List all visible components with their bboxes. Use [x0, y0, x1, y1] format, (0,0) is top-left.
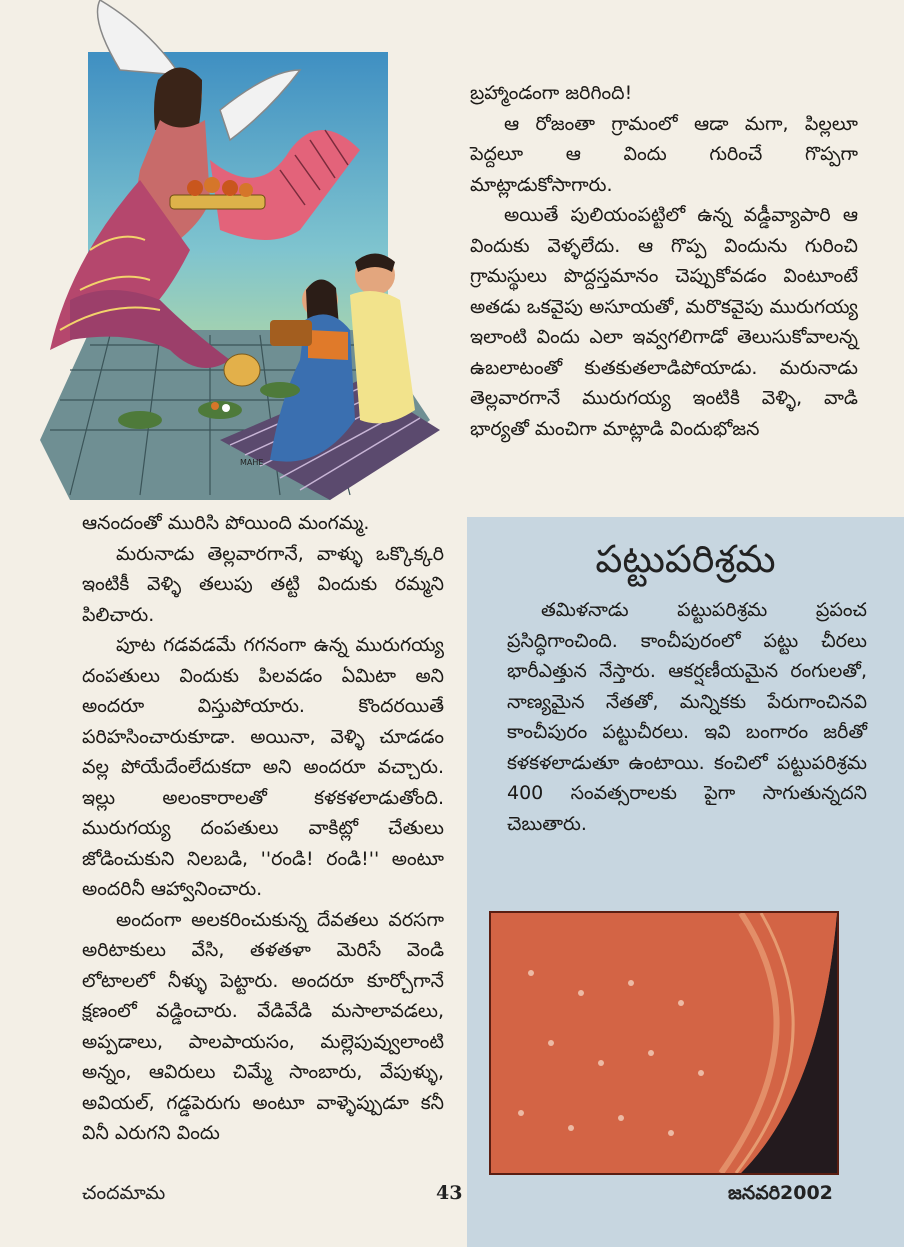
paragraph: అయితే పులియంపట్టిలో ఉన్న వడ్డీవ్యాపారి ఆ విందుకు వెళ్ళలేదు. ఆ గొప్ప విందును గురించి గ్రామస్థులు పొద్దస్తమానం చెప్పుకోవడం వింటూంటే అతడు ఒకవైపు అసూయతో, మరొకవైపు మురుగయ్య ఇలాంటి విందు ఎలా ఇవ్వగలిగాడో తెలుసుకోవాలన్న ఉబలాటంతో కుతకుతలాడిపోయాడు. మరునాడు తెల్లవారగానే మురుగయ్య ఇంటికి వెళ్ళి, వాడి భార్యతో మంచిగా మాట్లాడి విందుభోజన: [470, 204, 858, 440]
info-box-title: పట్టుపరిశ్రమ: [595, 537, 776, 581]
paragraph: పూట గడవడమే గగనంగా ఉన్న మురుగయ్య దంపతులు విందుకు పిలవడం ఏమిటా అని అందరూ విస్తుపోయారు. కొందరయితే పరిహసించారుకూడా. అయినా, వెళ్ళి చూడడం వల్ల పోయేదేంలేదుకదా అని అందరూ వచ్చారు. ఇల్లు అలంకారాలతో కళకళలాడుతోంది. మురుగయ్య దంపతులు వాకిట్లో చేతులు జోడించుకుని నిలబడి, ''రండి! రండి!'' అంటూ అందరినీ ఆహ్వానించారు.: [82, 634, 444, 900]
silk-saree-photo: [491, 913, 837, 1173]
paragraph: ఆనందంతో మురిసి పోయింది మంగమ్మ.: [82, 512, 370, 534]
story-text-right: [470, 78, 858, 444]
illustration-signature: MAHE: [240, 458, 264, 467]
footer-magazine-name: చందమామ: [82, 1182, 166, 1204]
story-illustration: [30, 0, 450, 505]
page-number: 43: [436, 1182, 463, 1204]
info-box-text: [507, 595, 867, 839]
paragraph: మరునాడు తెల్లవారగానే, వాళ్ళు ఒక్కొక్కరి ఇంటికీ వెళ్ళి తలుపు తట్టి విందుకు రమ్మని పిలిచారు.: [82, 542, 444, 626]
story-text-left: [82, 508, 444, 1149]
paragraph: బ్రహ్మాండంగా జరిగింది!: [470, 82, 633, 104]
footer-issue-date: జనవరి2002: [728, 1182, 833, 1204]
paragraph: అందంగా అలకరించుకున్న దేవతలు వరసగా అరిటాకులు వేసి, తళతళా మెరిసే వెండి లోటాలలో నీళ్ళు పెట్టారు. అందరూ కూర్చోగానే క్షణంలో వడ్డించారు. వేడివేడి మసాలావడలు, అప్పడాలు, పాలపాయసం, మల్లెపువ్వులాంటి అన్నం, ఆవిరులు చిమ్మే సాంబారు, వేపుళ్ళు, అవియల్, గడ్డపెరుగు అంటూ వాళ్ళెప్పుడూ కనీ వినీ ఎరుగని విందు: [82, 908, 444, 1144]
paragraph: ఆ రోజంతా గ్రామంలో ఆడా మగా, పిల్లలూ పెద్దలూ ఆ విందు గురించే గొప్పగా మాట్లాడుకోసాగారు.: [470, 112, 858, 196]
paragraph: తమిళనాడు పట్టుపరిశ్రమ ప్రపంచ ప్రసిద్ధిగాంచింది. కాంచీపురంలో పట్టు చీరలు భారీఎత్తున నేస్తారు. ఆకర్షణీయమైన రంగులతో, నాణ్యమైన నేతతో, మన్నికకు పేరుగాంచినవి కాంచీపురం పట్టుచీరలు. ఇవి బంగారం జరీతో కళకళలాడుతూ ఉంటాయి. కంచిలో పట్టుపరిశ్రమ 400 సంవత్సరాలకు పైగా సాగుతున్నదని చెబుతారు.: [507, 599, 867, 835]
